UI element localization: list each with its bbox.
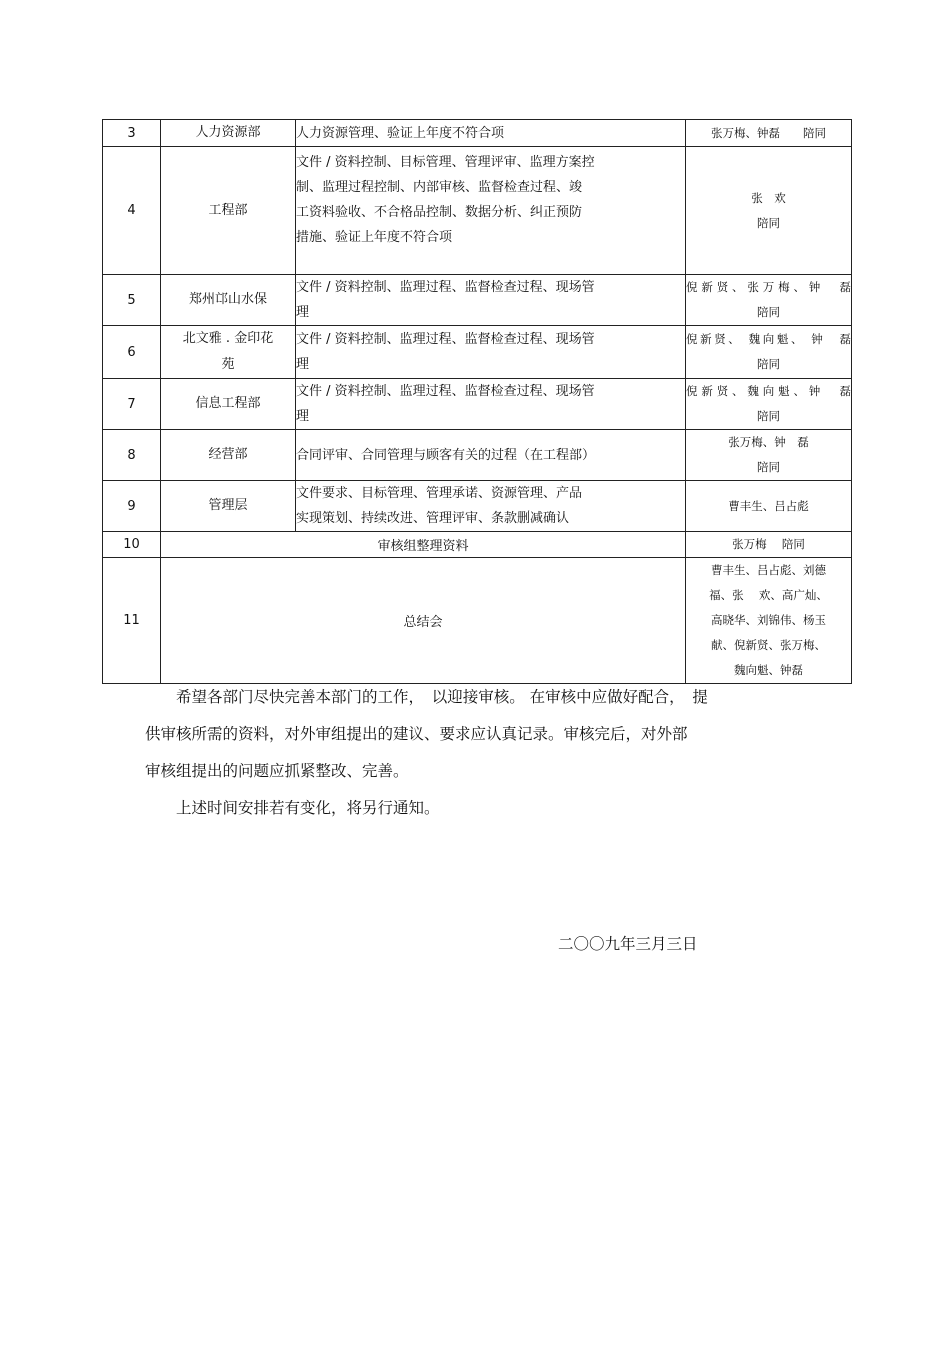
accompany-cell: 张万梅 陪同 [686, 532, 852, 558]
document-date: 二〇〇九年三月三日 [558, 935, 698, 953]
table-row [103, 326, 852, 379]
accompany-cell: 倪新贤、魏向魁、钟 磊 陪同 [686, 379, 852, 430]
row-number: 5 [103, 275, 161, 326]
row-number: 8 [103, 430, 161, 481]
accompany-cell: 曹丰生、吕占彪 [686, 481, 852, 532]
notice-paragraph [145, 679, 810, 790]
accompany-cell: 张万梅、钟磊 陪同 [686, 120, 852, 147]
audit-content-cell: 人力资源管理、验证上年度不符合项 [296, 120, 686, 147]
audit-content-cell: 文件 / 资料控制、监理过程、监督检查过程、现场管 理 [296, 326, 686, 379]
paragraph-line: 希望各部门尽快完善本部门的工作， 以迎接审核。 在审核中应做好配合， 提 [145, 688, 708, 706]
row-number: 3 [103, 120, 161, 147]
table-row [103, 379, 852, 430]
accompany-cell: 张 欢 陪同 [686, 147, 852, 275]
change-notice-paragraph [145, 790, 810, 827]
table-row [103, 120, 852, 147]
table-row [103, 275, 852, 326]
audit-schedule-table [102, 119, 852, 684]
audit-content-cell: 合同评审、合同管理与顾客有关的过程（在工程部） [296, 430, 686, 481]
department-cell: 信息工程部 [161, 379, 296, 430]
table-row [103, 430, 852, 481]
row-number: 4 [103, 147, 161, 275]
department-cell: 管理层 [161, 481, 296, 532]
row-number: 7 [103, 379, 161, 430]
department-cell: 工程部 [161, 147, 296, 275]
department-cell: 郑州邙山水保 [161, 275, 296, 326]
table-row [103, 532, 852, 558]
table-row [103, 481, 852, 532]
row-number: 9 [103, 481, 161, 532]
table-row [103, 558, 852, 684]
audit-content-cell: 文件要求、目标管理、管理承诺、资源管理、产品 实现策划、持续改进、管理评审、条款删减确认 [296, 481, 686, 532]
paragraph-line: 上述时间安排若有变化，将另行通知。 [145, 799, 440, 817]
audit-content-cell: 文件 / 资料控制、监理过程、监督检查过程、现场管 理 [296, 275, 686, 326]
department-cell: 经营部 [161, 430, 296, 481]
accompany-cell: 倪新贤、 魏向魁、 钟 磊 陪同 [686, 326, 852, 379]
accompany-cell: 倪新贤、张万梅、钟 磊 陪同 [686, 275, 852, 326]
row-number: 10 [103, 532, 161, 558]
accompany-cell: 张万梅、钟 磊 陪同 [686, 430, 852, 481]
paragraph-line: 审核组提出的问题应抓紧整改、完善。 [145, 762, 409, 780]
department-cell: 北文雅 . 金印花 苑 [161, 326, 296, 379]
accompany-cell: 曹丰生、吕占彪、刘德 福、张 欢、高广灿、 高晓华、刘锦伟、杨玉 献、倪新贤、张万梅、 魏向魁、钟磊 [686, 558, 852, 684]
department-cell: 人力资源部 [161, 120, 296, 147]
audit-content-cell: 审核组整理资料 [161, 532, 686, 558]
row-number: 11 [103, 558, 161, 684]
audit-content-cell: 文件 / 资料控制、目标管理、管理评审、监理方案控 制、监理过程控制、内部审核、监督检查过程、竣 工资料验收、不合格品控制、数据分析、纠正预防 措施、验证上年度不符合项 [296, 147, 686, 275]
row-number: 6 [103, 326, 161, 379]
table-row [103, 147, 852, 275]
paragraph-line: 供审核所需的资料，对外审组提出的建议、要求应认真记录。审核完后，对外部 [145, 725, 688, 743]
audit-content-cell: 文件 / 资料控制、监理过程、监督检查过程、现场管 理 [296, 379, 686, 430]
audit-content-cell: 总结会 [161, 558, 686, 684]
